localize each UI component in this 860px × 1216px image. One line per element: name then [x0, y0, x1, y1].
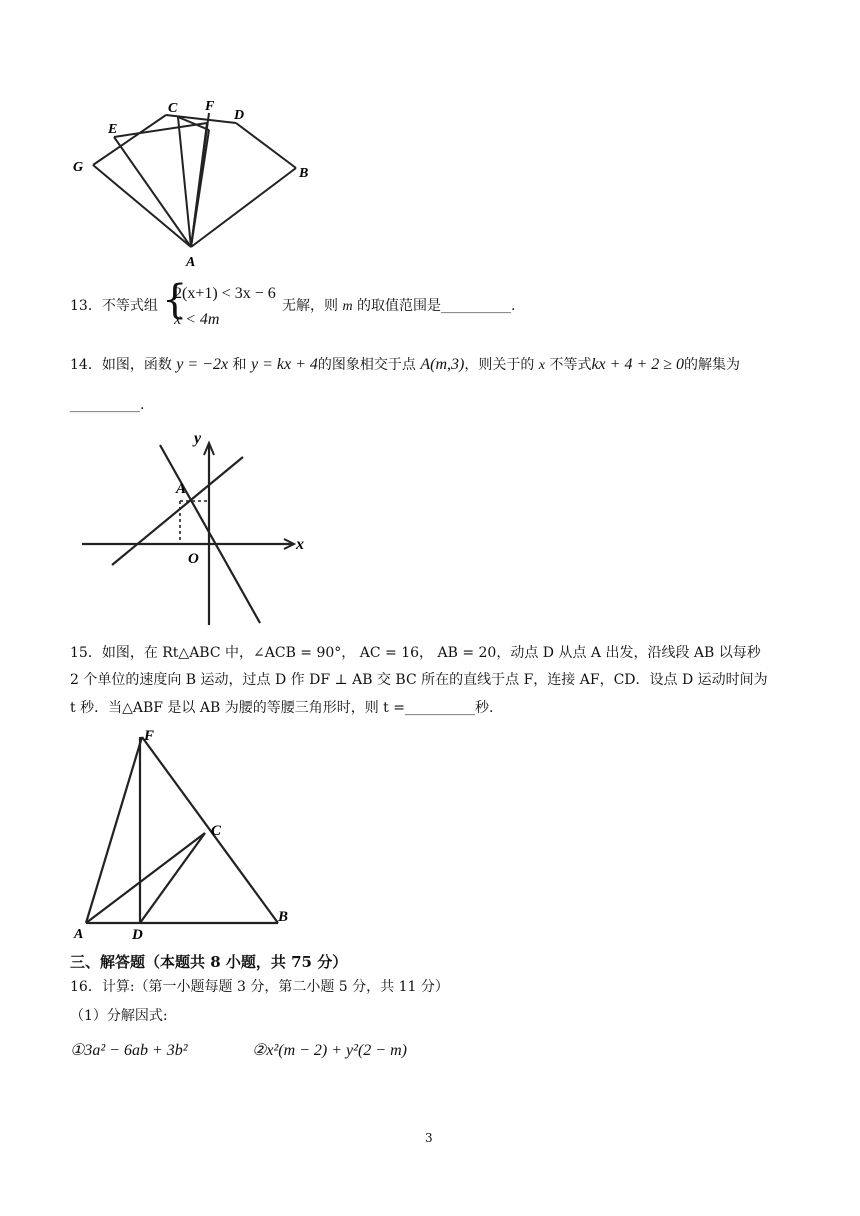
- label-A: A: [176, 481, 187, 497]
- label-x: x: [296, 536, 304, 553]
- q15-text-b: 秒.: [474, 700, 494, 716]
- label-D: D: [132, 927, 143, 940]
- q13-tail: [282, 296, 515, 317]
- q15-text-a: t 秒．当△ABF 是以 AB 为腰的等腰三角形时，则 t =: [70, 700, 405, 716]
- q14-text-a: 如图，函数: [101, 357, 172, 373]
- q14-inequality: kx + 4 + 2 ≥ 0: [591, 356, 685, 373]
- label-B: B: [278, 909, 289, 925]
- label-F: F: [205, 99, 215, 114]
- q14-function-1: y = −2x: [176, 356, 229, 373]
- question-15-line-1: 15．如图，在 Rt△ABC 中，∠ACB = 90°， AC = 16， AB = 20，动点 D 从点 A 出发，沿线段 AB 以每秒: [70, 645, 761, 661]
- question-13: [70, 296, 158, 316]
- system-brace: {: [162, 277, 188, 323]
- q14-end: .: [140, 397, 145, 413]
- q13-tail-a: 无解，则: [282, 298, 338, 314]
- label-A: A: [186, 255, 196, 270]
- q14-text-e: 的解集为: [684, 357, 741, 373]
- label-F: F: [144, 728, 155, 744]
- label-E: E: [108, 122, 118, 137]
- q13-inequality-1: 2(x+1) < 3x − 6: [174, 285, 276, 302]
- question-15-line-3: [70, 698, 493, 718]
- q14-number: 14．: [70, 357, 102, 373]
- label-G: G: [73, 160, 84, 175]
- question-16: 16．计算:（第一小题每题 3 分，第二小题 5 分，共 11 分）: [70, 979, 449, 995]
- q13-number: 13．: [70, 298, 102, 314]
- q13-end: .: [511, 298, 516, 314]
- q14-var-x: x: [538, 358, 545, 373]
- q14-function-2: y = kx + 4: [250, 356, 318, 373]
- q14-answer-line: [70, 395, 144, 415]
- triangle-figure-q15: [70, 725, 300, 940]
- label-A: A: [74, 927, 84, 940]
- label-D: D: [234, 108, 245, 123]
- question-15-line-2: 2 个单位的速度向 B 运动，过点 D 作 DF ⊥ AB 交 BC 所在的直线于点 F，连接 AF，CD．设点 D 运动时间为: [70, 672, 768, 688]
- graph-figure-q14: [70, 425, 310, 630]
- q13-tail-b: 的取值范围是: [357, 298, 442, 314]
- q14-answer-blank: __________: [70, 397, 140, 413]
- q13-inequality-2: x < 4m: [174, 311, 220, 328]
- label-C: C: [211, 823, 222, 839]
- q14-text-c: ，则关于的: [464, 357, 535, 373]
- q16-part-1: （1）分解因式:: [70, 1008, 168, 1024]
- label-O: O: [188, 551, 199, 567]
- q14-point: A(m,3): [420, 356, 465, 373]
- label-C: C: [168, 101, 178, 116]
- section-3-heading: 三、解答题（本题共 8 小题，共 75 分）: [70, 953, 348, 971]
- q14-text-b: 的图象相交于点: [317, 357, 416, 373]
- label-y: y: [194, 430, 202, 447]
- q13-var-m: m: [342, 299, 353, 314]
- q13-answer-blank: __________: [441, 298, 512, 314]
- q15-answer-blank: __________: [404, 700, 475, 716]
- q16-item-2: ②x²(m − 2) + y²(2 − m): [252, 1042, 407, 1059]
- q16-item-1: ①3a² − 6ab + 3b²: [70, 1042, 188, 1059]
- q14-text-d: 不等式: [549, 357, 592, 373]
- question-14: [70, 355, 740, 376]
- page-number: 3: [425, 1131, 433, 1145]
- q13-lead: 不等式组: [101, 298, 158, 314]
- label-B: B: [299, 166, 309, 181]
- q14-and: 和: [232, 357, 247, 373]
- fan-figure-q12: [70, 95, 330, 270]
